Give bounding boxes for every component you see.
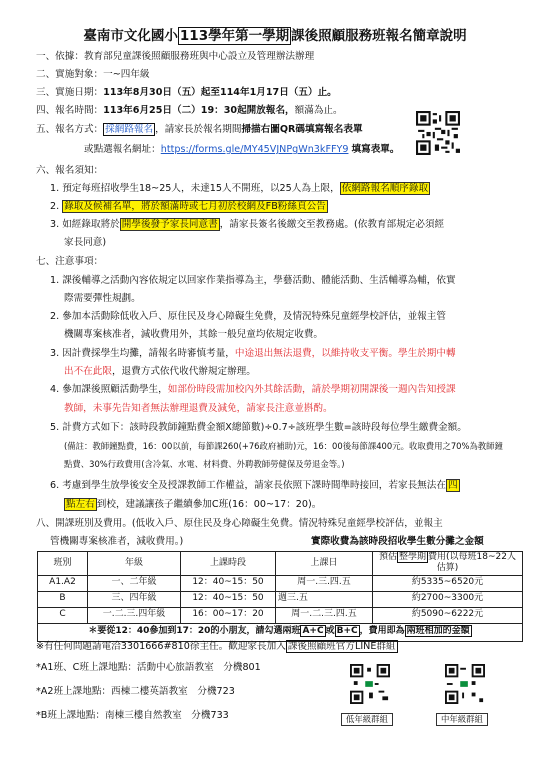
- registration-time-line: 四、報名時間：113年6月25日（二）19：30起開放報名，額滿為止。: [36, 105, 343, 116]
- qr-code-icon: [445, 664, 485, 704]
- note-5: 5. 計費方式如下：該時段教師鐘點費金額X總節數)÷0.7÷該班學生數=該時段每位學生繳費金額。: [50, 422, 467, 433]
- table-cell: 一.二.三.四年級: [88, 607, 181, 623]
- notice-item-3-cont: 家長同意): [64, 237, 107, 248]
- note-1: 1. 課後輔導之活動內容依規定以回家作業指導為主，學藝活動、體能活動、生活輔導為輔，依實: [50, 275, 456, 286]
- table-cell: 約5090~6222元: [373, 607, 523, 623]
- table-row: [38, 591, 523, 607]
- table-cell: 週三.五: [276, 591, 373, 607]
- table-cell: 16：00~17：20: [181, 607, 276, 623]
- contact-line: ※有任何問題請電洽3301666#810徐主任。歡迎家長加入 課後照顧班官方LINE群組: [36, 641, 396, 652]
- fee-heading-cont: 管機關專案核准者，減收費用。): [50, 536, 184, 547]
- table-cell: 約2700~3300元: [373, 591, 523, 607]
- note-3-cont: 出不在此限，退費方式依代收代辦規定辦理。: [64, 366, 256, 377]
- notes-heading: 七、注意事項：: [36, 256, 104, 267]
- table-header: 預估 整學期 費用(以每班18~22人估算): [373, 552, 523, 576]
- note-2: 2. 參加本活動除低收入戶、原住民及身心障礙生免費，及情況特殊兒童經學校評估，並報主管: [50, 311, 446, 322]
- table-cell: 一、二年級: [88, 575, 181, 591]
- notice-heading: 六、報名須知：: [36, 165, 104, 176]
- table-cell: 12：40~15：50: [181, 591, 276, 607]
- notice-item-2: 2. 錄取及候補名單，將於額滿時或七月初於校網及FB粉絲頁公告: [50, 201, 326, 212]
- note-5-remark-cont: 點費、30%行政費用(含冷氣、水電、材料費、外聘教師勞健保及勞退金等。): [64, 459, 345, 469]
- note-1-cont: 際需要彈性規劃。: [64, 293, 141, 304]
- table-row: [38, 575, 523, 591]
- location-a2: *A2班上課地點：西棟二樓英語教室 分機723: [36, 686, 235, 697]
- table-cell: A1.A2: [38, 575, 88, 591]
- table-footer: ＊要從12：40參加到17：20的小朋友，請勾選兩班 A+C 或 B+C ，費用即為 兩班相加的金額: [38, 623, 523, 641]
- notice-item-1: 1. 預定每班招收學生18~25人，未達15人不開班，以25人為上限， 依網路報名順序錄取: [50, 183, 429, 194]
- fee-table: [37, 551, 523, 642]
- registration-link[interactable]: https://forms.gle/MY45VJNPgWn3kFFY9: [160, 144, 349, 155]
- table-header: 上課時段: [181, 552, 276, 576]
- registration-qr-code[interactable]: [416, 111, 460, 155]
- date-line: 三、實施日期：113年8月30日（五）起至114年1月17日（五）止。: [36, 87, 337, 98]
- fee-heading: 八、開課班別及費用。(低收入戶、原住民及身心障礙生免費。情況特殊兒童經學校評估，並報主: [36, 518, 443, 529]
- fee-note: 實際收費為該時段招收學生數分攤之金額: [311, 536, 484, 547]
- table-cell: 周一.二.三.四.五: [276, 607, 373, 623]
- note-3: 3. 因計費採學生均攤，請報名時審慎考量，中途退出無法退費，以維持收支平衡。學生於期中轉: [50, 348, 456, 359]
- lower-grade-group-caption: 低年級群組: [341, 713, 393, 726]
- note-6-cont: 點左右 到校，建議讓孩子繼續參加C班(16：00~17：20)。: [66, 499, 322, 510]
- notice-item-3: 3. 如經錄取將於 開學後發予家長同意書 ，請家長簽名後繳交至教務處。(依教育部規定必須經: [50, 219, 445, 230]
- table-row: [38, 607, 523, 623]
- table-cell: 約5335~6520元: [373, 575, 523, 591]
- note-2-cont: 機關專案核准者，減收費用外，其餘一般兒童均依規定收費。: [64, 329, 324, 340]
- table-cell: 12：40~15：50: [181, 575, 276, 591]
- table-header: 班別: [38, 552, 88, 576]
- location-b: *B班上課地點：南棟三樓自然教室 分機733: [36, 710, 229, 721]
- qr-code-icon: [416, 111, 460, 155]
- registration-url-line: 或點選報名網址：https://forms.gle/MY45VJNPgWn3kFFY9 填寫表單。: [84, 144, 400, 155]
- table-cell: C: [38, 607, 88, 623]
- table-cell: 三、四年級: [88, 591, 181, 607]
- page-title: 臺南市文化國小 113學年第一學期 課後照顧服務班報名簡章說明: [83, 28, 467, 44]
- basis-line: 一、依據：教育部兒童課後照顧服務班與中心設立及管理辦法辦理: [36, 51, 315, 62]
- registration-method-line: 五、報名方式： 採網路報名 ，請家長於報名期間掃描右圖QR碼填寫報名表單: [36, 124, 363, 135]
- table-cell: B: [38, 591, 88, 607]
- line-group-lower-qr[interactable]: [350, 664, 390, 704]
- target-line: 二、實施對象：一~四年級: [36, 69, 150, 80]
- table-header-row: [38, 552, 523, 576]
- note-4: 4. 參加課後照顧活動學生，如部份時段需加校內外其餘活動，請於學期初開課後一週內告知授課: [50, 384, 456, 395]
- line-group-middle-qr[interactable]: [445, 664, 485, 704]
- note-5-remark: (備註：教師鐘點費，16：00以前，每節課260(+76政府補助)元，16：00後每節課400元。收取費用之70%為教師鐘: [64, 441, 503, 451]
- table-footer-row: [38, 623, 523, 641]
- note-4-cont: 教師，未事先告知者無法辦理退費及減免，請家長注意並斟酌。: [64, 403, 333, 414]
- middle-grade-group-caption: 中年級群組: [436, 713, 488, 726]
- table-cell: 周一.三.四.五: [276, 575, 373, 591]
- location-a1-c: *A1班、C班上課地點：活動中心旅語教室 分機801: [36, 662, 261, 673]
- table-header: 上課日: [276, 552, 373, 576]
- table-header: 年級: [88, 552, 181, 576]
- qr-code-icon: [350, 664, 390, 704]
- note-6: 6. 考慮到學生放學後安全及授課教師工作權益，請家長依照下課時間準時接回，若家長無法在 四: [50, 480, 458, 491]
